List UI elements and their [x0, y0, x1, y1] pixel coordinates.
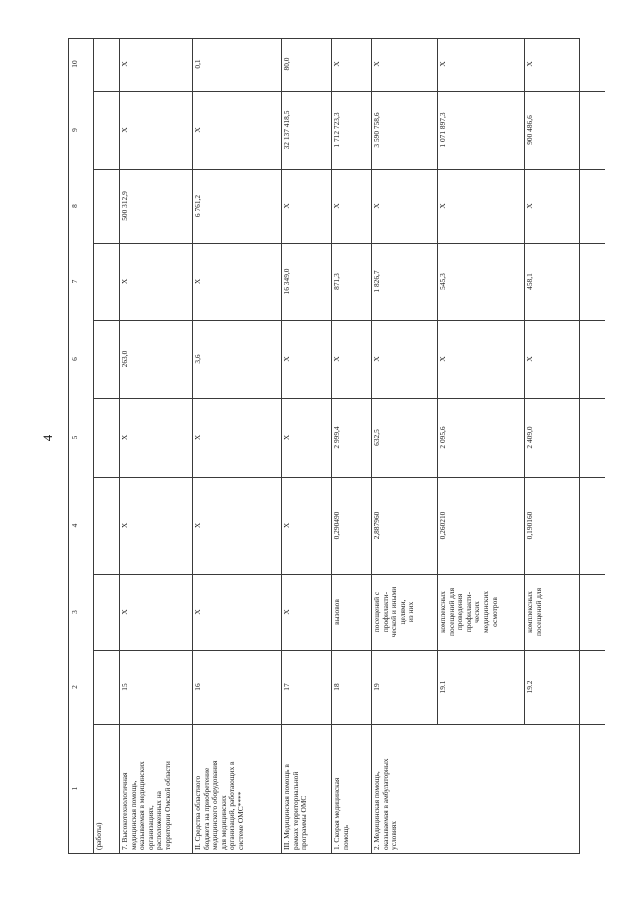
column-divider [524, 477, 605, 478]
table-cell-col2: 15 [120, 683, 129, 691]
table-cell-col1: III. Медицинская помощь в рамках территориальной программы ОМС [282, 764, 309, 850]
table-cell-col3 [93, 574, 119, 650]
table-row [281, 39, 331, 853]
table-cell-col2: 19 [372, 683, 381, 691]
column-divider [192, 169, 281, 170]
table-cell-col8: 500 312,9 [120, 191, 129, 221]
column-number: 8 [70, 204, 79, 208]
column-divider [331, 574, 371, 575]
table-cell-col9: X [120, 127, 129, 133]
column-divider [93, 320, 119, 321]
column-divider [371, 320, 437, 321]
column-divider [119, 243, 192, 244]
table-cell-col8 [93, 169, 119, 243]
column-divider [331, 724, 371, 725]
column-divider [524, 650, 605, 651]
table-cell-col4: X [193, 522, 202, 529]
column-divider [93, 724, 119, 725]
column-divider [281, 243, 331, 244]
table-cell-col2: 17 [282, 683, 291, 691]
table-cell-col7: 16 349,0 [282, 268, 291, 295]
column-divider [93, 650, 119, 651]
column-divider [437, 169, 524, 170]
table-cell-col8: 6 761,2 [193, 194, 202, 218]
column-divider [192, 574, 281, 575]
table-cell-col7: X [193, 278, 202, 285]
column-divider [524, 243, 605, 244]
table-cell-col1: II. Средства областного бюджета на приобретение медицинского оборудования для медицинских организаций, работающих в системе ОМС**** [193, 760, 245, 850]
table-cell-col6 [93, 320, 119, 398]
column-divider [93, 169, 119, 170]
table-cell-col3: комплексных посещений для [525, 587, 543, 637]
table-cell-col5: X [193, 434, 202, 441]
table-cell-col9: 32 137 418,5 [282, 110, 291, 150]
table-cell-col2: 19.2 [525, 680, 534, 694]
column-number: 10 [70, 60, 79, 68]
column-divider [331, 243, 371, 244]
column-divider [192, 398, 281, 399]
table-cell-col6: 263,0 [120, 350, 129, 368]
column-divider [281, 477, 331, 478]
data-table [68, 38, 580, 854]
table-cell-col5: X [282, 434, 291, 441]
column-divider [281, 91, 331, 92]
table-cell-col4: 2,887960 [372, 511, 381, 540]
table-cell-col4: 0,190160 [525, 511, 534, 540]
table-cell-col4: 0,290490 [332, 511, 341, 540]
table-cell-col10: X [525, 61, 534, 67]
column-divider [93, 574, 119, 575]
column-divider [371, 169, 437, 170]
column-divider [281, 574, 331, 575]
column-divider [437, 320, 524, 321]
column-divider [281, 724, 331, 725]
column-number-header [69, 39, 93, 853]
column-divider [93, 398, 119, 399]
column-divider [93, 91, 119, 92]
column-number: 3 [70, 610, 79, 614]
column-divider [331, 477, 371, 478]
table-cell-col5: 632,5 [372, 429, 381, 446]
column-divider [119, 169, 192, 170]
column-divider [437, 650, 524, 651]
table-cell-col9: 1 071 897,3 [438, 112, 447, 148]
table-cell-col7 [93, 243, 119, 320]
table-cell-col6: X [282, 356, 291, 362]
column-divider [437, 398, 524, 399]
column-divider [524, 724, 605, 725]
column-divider [524, 169, 605, 170]
table-row [331, 39, 371, 853]
column-divider [437, 243, 524, 244]
column-divider [437, 574, 524, 575]
table-cell-col4: 0,260210 [438, 511, 447, 540]
table-cell-col2: 18 [332, 683, 341, 691]
table-cell-col6: X [438, 356, 447, 362]
column-divider [281, 650, 331, 651]
column-divider [192, 724, 281, 725]
column-divider [119, 724, 192, 725]
column-divider [371, 724, 437, 725]
column-divider [331, 398, 371, 399]
table-cell-col7: 871,3 [332, 273, 341, 290]
column-divider [437, 724, 524, 725]
column-divider [119, 398, 192, 399]
table-cell-col3: X [193, 609, 202, 615]
column-divider [192, 91, 281, 92]
column-divider [371, 574, 437, 575]
table-cell-col7: 545,3 [438, 273, 447, 290]
table-cell-col6: X [332, 356, 341, 362]
table-cell-col6: X [372, 356, 381, 362]
column-divider [119, 91, 192, 92]
column-divider [371, 243, 437, 244]
column-divider [331, 169, 371, 170]
table-cell-col10: 0,1 [193, 59, 202, 69]
column-number: 1 [70, 786, 79, 791]
column-divider [192, 243, 281, 244]
table-cell-col3: вызовов [332, 599, 341, 625]
column-divider [281, 398, 331, 399]
table-cell-col5: X [120, 434, 129, 441]
table-row [371, 39, 437, 853]
column-divider [371, 91, 437, 92]
table-cell-col9: 1 712 723,3 [332, 112, 341, 148]
column-divider [93, 243, 119, 244]
table-cell-col10: 80,0 [282, 57, 291, 71]
table-cell-col6: 3,6 [193, 354, 202, 364]
column-divider [437, 91, 524, 92]
column-number: 7 [70, 279, 79, 284]
table-cell-col1: 2. Медицинская помощь, оказываемая в амбулаторных условиях [372, 758, 399, 850]
column-divider [331, 320, 371, 321]
page-number: 4 [40, 434, 55, 442]
table-cell-col5: 2 409,0 [525, 426, 534, 449]
table-cell-col8: X [438, 203, 447, 209]
table-cell-col1 [437, 724, 524, 853]
column-divider [281, 320, 331, 321]
table-cell-col10 [93, 37, 119, 91]
table-cell-col10: X [120, 61, 129, 67]
table-cell-col1: 1. Скорая медицинская помощь [332, 777, 350, 850]
table-row [192, 39, 281, 853]
table-cell-col3: X [120, 609, 129, 615]
table-cell-col5: 2 095,6 [438, 426, 447, 449]
table-row [437, 39, 524, 853]
column-number: 2 [70, 685, 79, 689]
column-divider [524, 574, 605, 575]
table-cell-col3: посещений с профилакти- ческой и иными целями, из них [372, 586, 416, 638]
table-cell-col5: 2 999,4 [332, 426, 341, 449]
column-number: 6 [70, 357, 79, 361]
table-cell-col2 [93, 650, 119, 724]
table-row [119, 39, 192, 853]
column-number: 5 [70, 435, 79, 440]
table-cell-col1 [524, 724, 605, 853]
table-cell-col3: X [282, 609, 291, 615]
table-cell-col7: 1 826,7 [372, 270, 381, 293]
table-cell-col2: 16 [193, 683, 202, 691]
table-cell-col9: 3 590 758,6 [372, 112, 381, 148]
table-cell-col7: X [120, 278, 129, 285]
table-cell-col6: X [525, 356, 534, 362]
table-cell-col10: X [438, 61, 447, 67]
table-row [524, 39, 605, 853]
table-cell-col4: X [120, 522, 129, 529]
column-divider [524, 91, 605, 92]
column-divider [437, 477, 524, 478]
table-cell-col8: X [372, 203, 381, 209]
table-cell-col5 [93, 398, 119, 477]
table-cell-col9: 900 486,6 [525, 115, 534, 145]
column-number: 9 [70, 128, 79, 132]
column-divider [371, 398, 437, 399]
column-divider [331, 650, 371, 651]
table-cell-col1: 7. Высокотехнологичная медицинская помощь, оказываемая в медицинских организациях, расположенных на территории Омской области [120, 761, 172, 850]
table-cell-col8: X [332, 203, 341, 209]
column-divider [524, 398, 605, 399]
table-cell-col9: X [193, 127, 202, 133]
table-cell-col4 [93, 477, 119, 574]
column-divider [331, 91, 371, 92]
column-divider [192, 477, 281, 478]
table-cell-col3: комплексных посещений для проведения профилакти- ческих медицинских осмотров [438, 587, 499, 637]
column-divider [281, 169, 331, 170]
column-divider [192, 650, 281, 651]
column-divider [371, 477, 437, 478]
column-divider [371, 650, 437, 651]
table-cell-col8: X [525, 203, 534, 209]
table-cell-col4: X [282, 522, 291, 529]
column-divider [192, 320, 281, 321]
table-cell-col8: X [282, 203, 291, 209]
column-divider [119, 574, 192, 575]
table-cell-col10: X [332, 61, 341, 67]
column-number: 4 [70, 523, 79, 528]
table-cell-col1: (работы) [94, 822, 103, 850]
column-divider [93, 477, 119, 478]
column-divider [119, 320, 192, 321]
table-cell-col10: X [372, 61, 381, 67]
column-divider [119, 477, 192, 478]
table-cell-col2: 19.1 [438, 680, 447, 694]
column-divider [524, 320, 605, 321]
column-divider [119, 650, 192, 651]
table-row [93, 39, 119, 853]
table-cell-col7: 458,1 [525, 273, 534, 290]
table-cell-col9 [93, 91, 119, 169]
